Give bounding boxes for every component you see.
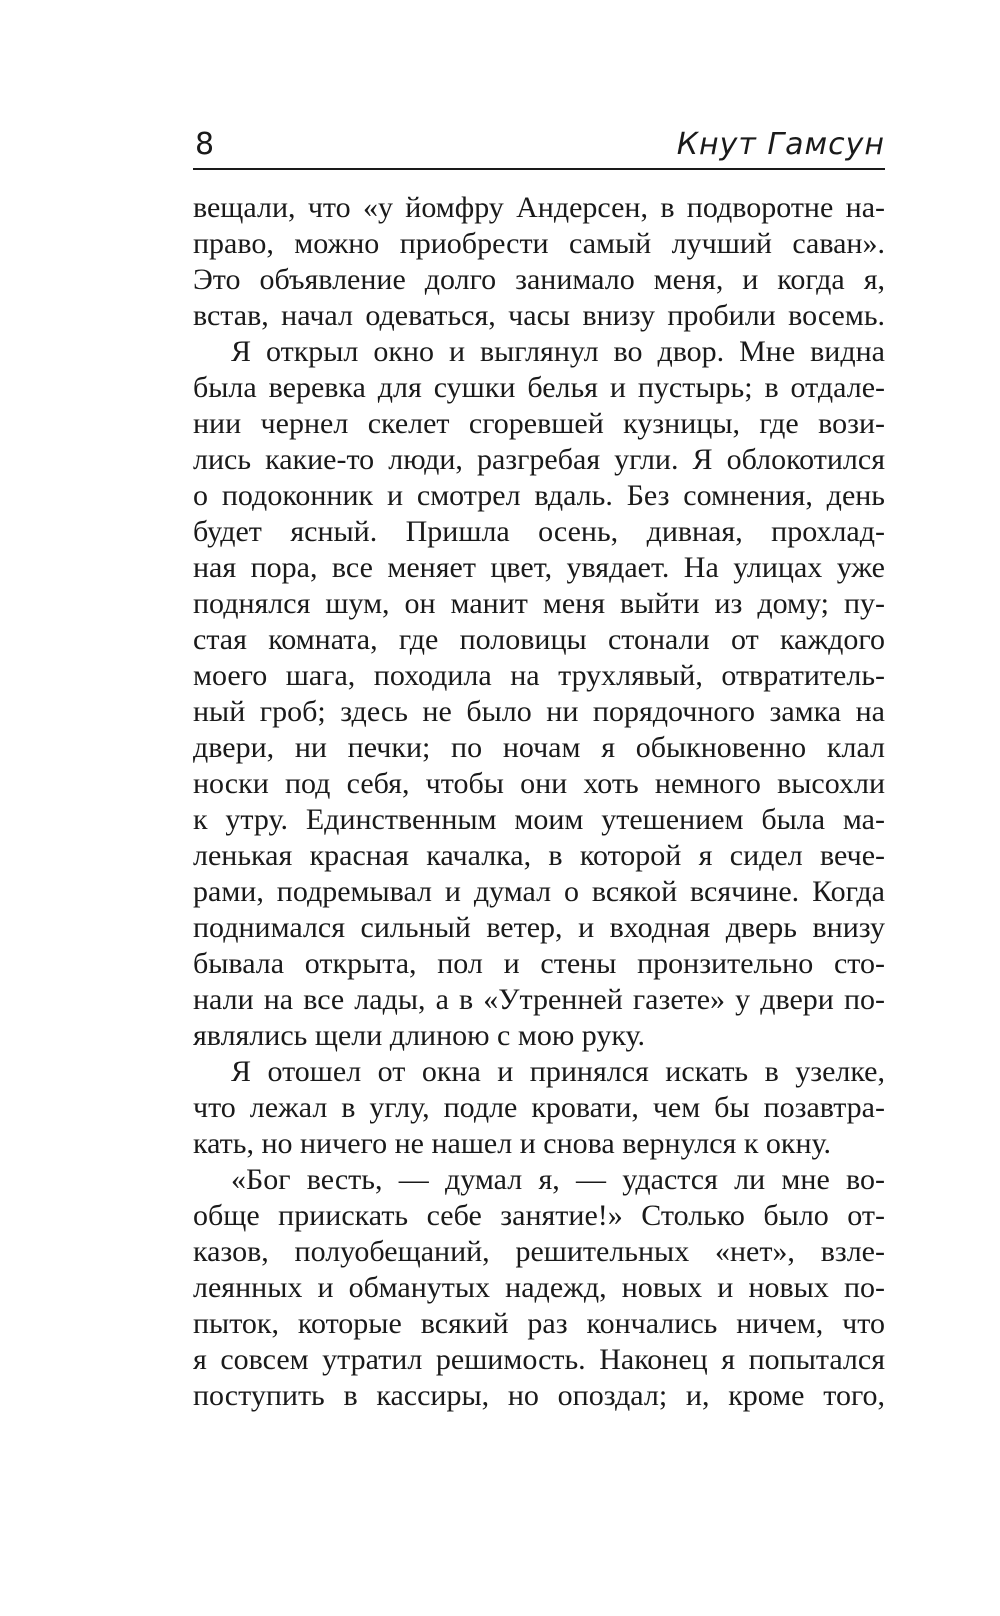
text-line: кать, но ничего не нашел и снова вернулся к окну.: [193, 1127, 832, 1160]
text-line: обще приискать себе занятие!» Столько было от-: [193, 1199, 885, 1232]
paragraph: [193, 334, 885, 1054]
text-line: пыток, которые всякий раз кончались ничем, что: [193, 1307, 885, 1340]
text-line: казов, полуобещаний, решительных «нет», взле-: [193, 1235, 885, 1268]
text-line: Я отошел от окна и принялся искать в узелке,: [231, 1055, 885, 1088]
page-number: 8: [195, 127, 215, 162]
paragraph: [193, 1054, 885, 1162]
running-title: Кнут Гамсун: [676, 127, 885, 162]
text-line: Я открыл окно и выглянул во двор. Мне видна: [231, 335, 885, 368]
text-line: вещали, что «у йомфру Андерсен, в подворотне на-: [193, 191, 885, 224]
text-line: была веревка для сушки белья и пустырь; в отдале-: [193, 371, 885, 404]
text-line: Это объявление долго занимало меня, и когда я,: [193, 263, 885, 296]
text-line: моего шага, походила на трухлявый, отвратитель-: [193, 659, 885, 692]
text-line: носки под себя, чтобы они хоть немного высохли: [193, 767, 885, 800]
text-line: леянных и обманутых надежд, новых и новых по-: [193, 1271, 885, 1304]
text-line: о подоконник и смотрел вдаль. Без сомнения, день: [193, 479, 885, 512]
text-line: рами, подремывал и думал о всякой всячине. Когда: [193, 875, 885, 908]
text-line: поднялся шум, он манит меня выйти из дому; пу-: [193, 587, 885, 620]
running-header: [193, 122, 885, 170]
paragraph: [193, 1162, 885, 1414]
text-line: ная пора, все меняет цвет, увядает. На улицах уже: [193, 551, 885, 584]
text-line: бывала открыта, пол и стены пронзительно сто-: [193, 947, 885, 980]
text-line: я совсем утратил решимость. Наконец я попытался: [193, 1343, 885, 1376]
text-line: право, можно приобрести самый лучший саван».: [193, 227, 885, 260]
text-line: двери, ни печки; по ночам я обыкновенно клал: [193, 731, 885, 764]
paragraph: [193, 190, 885, 334]
text-line: лись какие-то люди, разгребая угли. Я облокотился: [193, 443, 885, 476]
text-line: стая комната, где половицы стонали от каждого: [193, 623, 885, 656]
text-line: нии чернел скелет сгоревшей кузницы, где вози-: [193, 407, 885, 440]
text-line: поступить в кассиры, но опоздал; и, кроме того,: [193, 1379, 885, 1412]
text-line: что лежал в углу, подле кровати, чем бы позавтра-: [193, 1091, 885, 1124]
text-line: «Бог весть, — думал я, — удастся ли мне во-: [231, 1163, 885, 1196]
text-line: поднимался сильный ветер, и входная дверь внизу: [193, 911, 885, 944]
text-line: к утру. Единственным моим утешением была ма-: [193, 803, 885, 836]
body-text: [193, 190, 885, 1414]
text-line: нали на все лады, а в «Утренней газете» у двери по-: [193, 983, 885, 1016]
text-line: ный гроб; здесь не было ни порядочного замка на: [193, 695, 885, 728]
text-line: встав, начал одеваться, часы внизу пробили восемь.: [193, 299, 885, 332]
text-line: будет ясный. Пришла осень, дивная, прохлад-: [193, 515, 885, 548]
text-line: являлись щели длиною с мою руку.: [193, 1019, 646, 1052]
text-line: ленькая красная качалка, в которой я сидел вече-: [193, 839, 885, 872]
